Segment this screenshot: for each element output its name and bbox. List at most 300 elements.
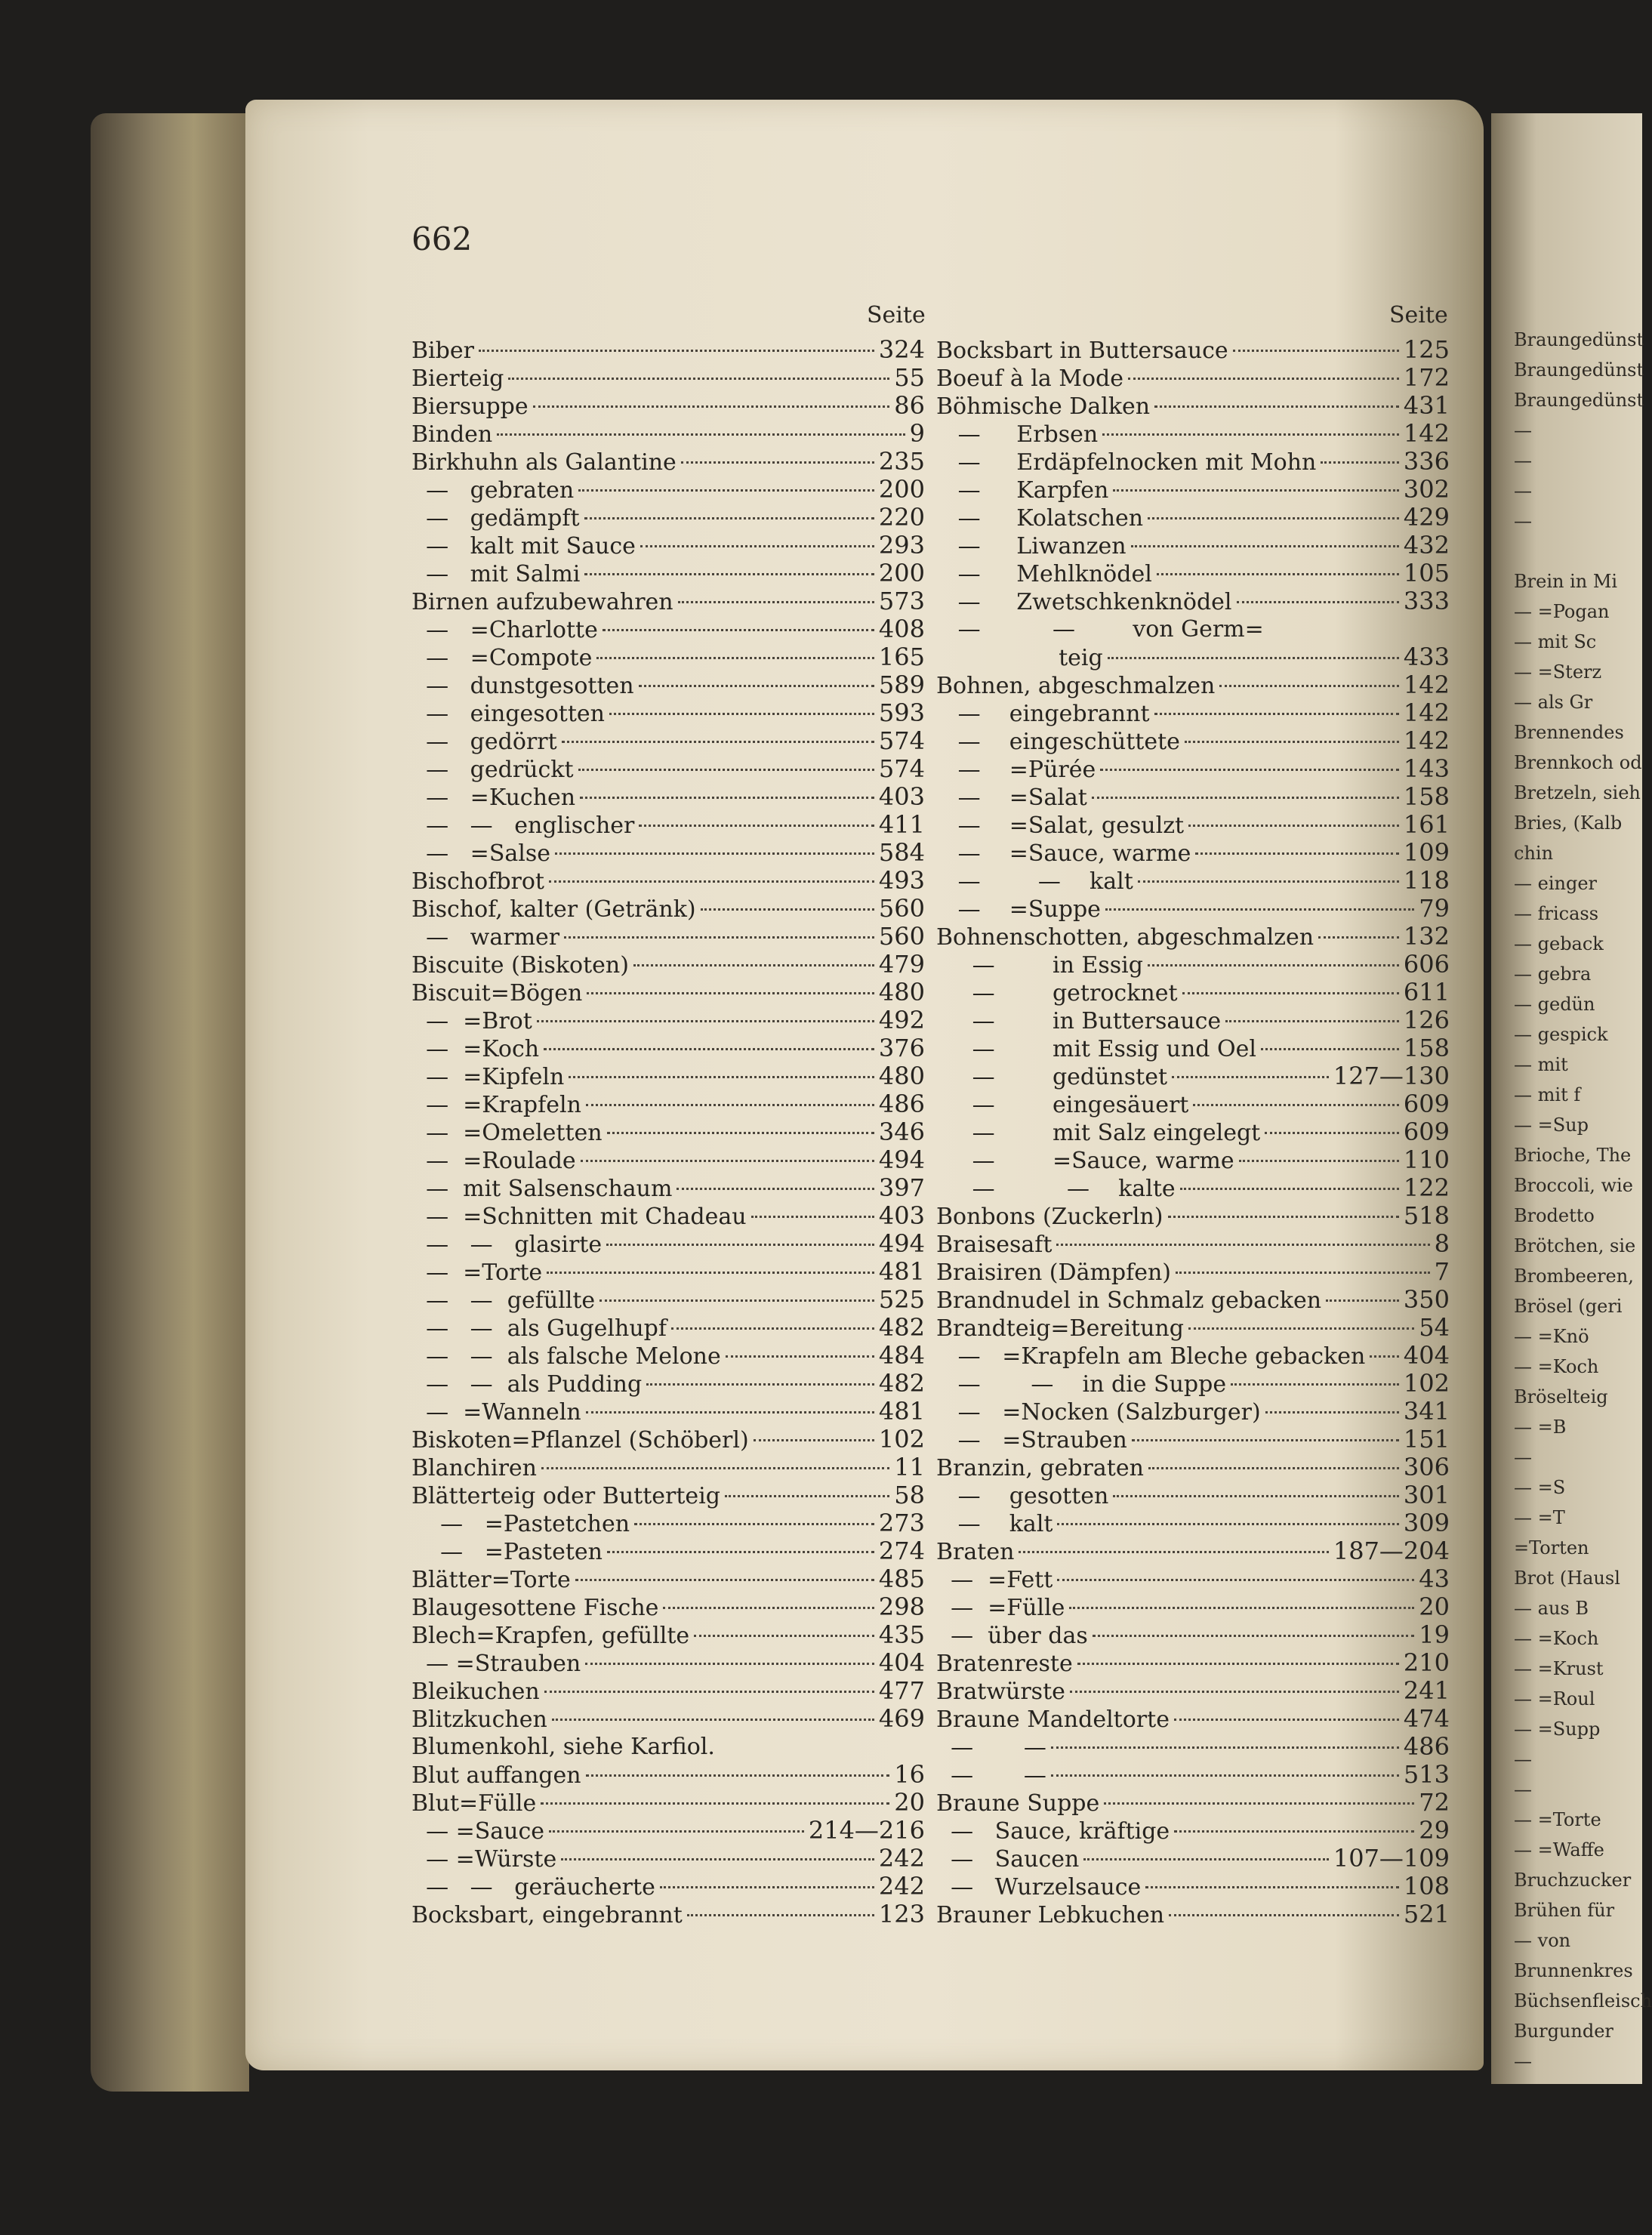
dot-leader (606, 1244, 874, 1246)
index-entry (411, 1537, 925, 1565)
dot-leader (681, 461, 874, 464)
entry-label: — =Sauce, warme (936, 1148, 1234, 1174)
dot-leader (479, 350, 874, 352)
index-entry (411, 839, 925, 867)
entry-page-number: 142 (1403, 726, 1450, 755)
facing-page-fragment: Broccoli, wie (1514, 1175, 1633, 1196)
entry-page-number: 187—204 (1333, 1537, 1450, 1565)
entry-label: — =Sauce, warme (936, 840, 1191, 867)
entry-page-number: 493 (878, 866, 925, 895)
entry-label: — — kalt (936, 868, 1133, 895)
index-entry (936, 811, 1450, 839)
dot-leader (584, 573, 874, 575)
dot-leader (1070, 1691, 1399, 1693)
index-entry (936, 1621, 1450, 1649)
entry-label: — — in die Suppe (936, 1371, 1227, 1398)
facing-page-fragment: — (1514, 1749, 1532, 1770)
dot-leader (1077, 1663, 1399, 1665)
entry-page-number: 560 (878, 894, 925, 923)
dot-leader (1154, 713, 1399, 715)
facing-page-fragment: Burgunder (1514, 2021, 1613, 2042)
entry-label: — =Strauben (411, 1651, 581, 1677)
entry-page-number: 142 (1403, 698, 1450, 727)
dot-leader (1265, 1132, 1399, 1134)
index-entry (936, 895, 1450, 923)
index-entry (411, 979, 925, 1007)
entry-label: Brauner Lebkuchen (936, 1902, 1165, 1928)
dot-leader (1176, 1272, 1430, 1274)
entry-page-number: 142 (1403, 419, 1450, 448)
dot-leader (599, 1299, 874, 1302)
dot-leader (1195, 852, 1399, 855)
facing-page-fragment: — =Sup (1514, 1114, 1589, 1136)
facing-page-fragment: — =Koch (1514, 1628, 1599, 1649)
facing-page-fragment: — von (1514, 1930, 1571, 1951)
entry-label: — =Torte (411, 1259, 543, 1286)
dot-leader (1193, 1104, 1399, 1106)
facing-page-fragment: — (1514, 1779, 1532, 1800)
entry-page-number: 404 (1403, 1341, 1450, 1370)
entry-label: Biber (411, 338, 474, 364)
facing-page-fragment: — mit f (1514, 1084, 1581, 1105)
facing-page-fragment: Brennendes (1514, 722, 1624, 743)
entry-label: — Karpfen (936, 477, 1109, 504)
entry-page-number: 72 (1419, 1788, 1450, 1817)
entry-page-number: 110 (1403, 1145, 1450, 1174)
facing-page-fragment: — gespick (1514, 1024, 1608, 1045)
entry-page-number: 376 (878, 1034, 925, 1062)
dot-leader (1100, 769, 1399, 771)
index-entry (411, 587, 925, 615)
entry-label: — =Compote (411, 645, 593, 671)
dot-leader (1182, 992, 1399, 994)
entry-label: — — als falsche Melone (411, 1343, 721, 1370)
dot-leader (607, 1132, 874, 1134)
entry-page-number: 9 (909, 419, 925, 448)
index-entry (936, 1649, 1450, 1677)
index-entry (411, 1901, 925, 1928)
index-entry (936, 867, 1450, 895)
facing-page-fragment: — gebra (1514, 963, 1592, 985)
dot-leader (569, 1076, 874, 1078)
entry-page-number: 122 (1403, 1173, 1450, 1202)
index-entry (936, 1062, 1450, 1090)
index-entry (936, 1565, 1450, 1593)
dot-leader (639, 685, 874, 687)
entry-label: — — als Gugelhupf (411, 1315, 667, 1342)
entry-label: — in Essig (936, 952, 1143, 979)
entry-label: — =Salse (411, 840, 550, 867)
dot-leader (586, 1411, 874, 1413)
dot-leader (726, 1355, 874, 1358)
dot-leader (1154, 405, 1399, 408)
facing-page-fragment: Brombeeren, (1514, 1265, 1634, 1287)
index-entry (411, 1007, 925, 1034)
entry-label: — warmer (411, 924, 560, 951)
facing-page-fragment: Bretzeln, sieh (1514, 782, 1641, 803)
dot-leader (1113, 1495, 1399, 1497)
index-entry (411, 1146, 925, 1174)
entry-label: Böhmische Dalken (936, 393, 1151, 420)
index-entry (936, 560, 1450, 587)
entry-page-number: 484 (878, 1341, 925, 1370)
entry-label: Braisiren (Dämpfen) (936, 1259, 1171, 1286)
facing-page-fragment: — =Roul (1514, 1688, 1595, 1709)
entry-page-number: 143 (1403, 754, 1450, 783)
entry-label: — gedünstet (936, 1064, 1168, 1090)
index-entry (411, 951, 925, 979)
index-entry (936, 1705, 1450, 1733)
index-entry (411, 1873, 925, 1901)
dot-leader (1326, 1299, 1399, 1302)
dot-leader (497, 433, 905, 436)
index-entry (411, 1705, 925, 1733)
entry-label: — getrocknet (936, 980, 1178, 1007)
dot-leader (1219, 685, 1399, 687)
dot-leader (544, 1691, 874, 1693)
entry-label: Brandnudel in Schmalz gebacken (936, 1287, 1322, 1314)
index-entry (936, 1789, 1450, 1817)
facing-page-fragment (1514, 536, 1627, 566)
entry-page-number: 273 (878, 1509, 925, 1537)
entry-page-number: 302 (1403, 475, 1450, 504)
index-entry (411, 532, 925, 560)
index-entry (936, 1146, 1450, 1174)
index-entry (411, 1817, 925, 1845)
facing-page-fragment: — (1514, 2051, 1532, 2072)
dot-leader (1172, 1076, 1329, 1078)
dot-leader (1239, 1160, 1399, 1162)
entry-label: — eingesäuert (936, 1092, 1189, 1118)
dot-leader (1188, 825, 1399, 827)
index-entry (411, 1761, 925, 1789)
entry-page-number: 132 (1403, 922, 1450, 951)
entry-page-number: 127—130 (1333, 1062, 1450, 1090)
index-entry (411, 560, 925, 587)
entry-label: — mit Salsenschaum (411, 1176, 673, 1202)
facing-page-fragment: — =Waffe (1514, 1839, 1604, 1860)
entry-page-number: 611 (1403, 978, 1450, 1007)
facing-page-fragment: Bries, (Kalb (1514, 812, 1623, 834)
dot-leader (1092, 797, 1399, 799)
dot-leader (1231, 1383, 1399, 1386)
index-entry (411, 1342, 925, 1370)
entry-page-number: 200 (878, 475, 925, 504)
entry-page-number: 609 (1403, 1090, 1450, 1118)
dot-leader (1104, 1802, 1414, 1805)
index-entry (936, 1761, 1450, 1789)
entry-label: Bocksbart in Buttersauce (936, 338, 1228, 364)
index-entry (411, 1733, 925, 1761)
dot-leader (1138, 880, 1399, 883)
dot-leader (677, 1188, 874, 1190)
entry-label: Blitzkuchen (411, 1706, 547, 1733)
entry-label: — =Krapfeln (411, 1092, 581, 1118)
entry-page-number: 7 (1434, 1257, 1450, 1286)
dot-leader (580, 797, 874, 799)
dot-leader (555, 852, 874, 855)
dot-leader (537, 1020, 874, 1022)
facing-page-fragment: — (1514, 480, 1532, 501)
index-entry (936, 951, 1450, 979)
index-entry (936, 1733, 1450, 1761)
entry-page-number: 105 (1403, 559, 1450, 587)
entry-label: — =Suppe (936, 896, 1101, 923)
index-entry (936, 1258, 1450, 1286)
entry-page-number: 242 (878, 1872, 925, 1901)
entry-page-number: 102 (878, 1425, 925, 1454)
entry-label: — eingesotten (411, 701, 605, 727)
entry-label: Bratenreste (936, 1651, 1073, 1677)
entry-label: — =Omeletten (411, 1120, 603, 1146)
entry-label: Blumenkohl, siehe Karfiol. (411, 1734, 715, 1760)
index-entry (936, 420, 1450, 448)
facing-page-fragment: — einger (1514, 873, 1598, 894)
entry-page-number: 151 (1403, 1425, 1450, 1454)
entry-label: Blätter=Torte (411, 1567, 571, 1593)
index-entry (411, 811, 925, 839)
entry-page-number: 403 (878, 1201, 925, 1230)
entry-page-number: 19 (1419, 1620, 1450, 1649)
index-entry (936, 448, 1450, 476)
index-entry (936, 671, 1450, 699)
entry-label: Brandteig=Bereitung (936, 1315, 1184, 1342)
entry-label: Biscuite (Biskoten) (411, 952, 629, 979)
dot-leader (581, 1160, 874, 1162)
entry-page-number: 433 (1403, 643, 1450, 671)
index-entry (411, 1565, 925, 1593)
index-entry (936, 1202, 1450, 1230)
entry-page-number: 293 (878, 531, 925, 560)
entry-page-number: 241 (1403, 1676, 1450, 1705)
entry-page-number: 298 (878, 1592, 925, 1621)
entry-label: — Sauce, kräftige (936, 1818, 1170, 1845)
dot-leader (1069, 1607, 1414, 1609)
dot-leader (1148, 517, 1399, 519)
entry-label: — — als Pudding (411, 1371, 643, 1398)
entry-page-number: 480 (878, 1062, 925, 1090)
entry-page-number: 125 (1403, 335, 1450, 364)
entry-page-number: 210 (1403, 1648, 1450, 1677)
entry-page-number: 609 (1403, 1118, 1450, 1146)
entry-label: Blanchiren (411, 1455, 537, 1481)
dot-leader (1113, 489, 1399, 492)
dot-leader (1083, 1858, 1329, 1860)
dot-leader (634, 1523, 874, 1525)
index-entry (936, 392, 1450, 420)
facing-page-fragment: — mit Sc (1514, 631, 1597, 652)
entry-page-number: 333 (1403, 587, 1450, 615)
index-entry (411, 1593, 925, 1621)
entry-page-number: 58 (894, 1481, 925, 1509)
entry-label: — Mehlknödel (936, 561, 1152, 587)
entry-page-number: 481 (878, 1257, 925, 1286)
dot-leader (578, 769, 874, 771)
dot-leader (1019, 1551, 1328, 1553)
left-column-header: Seite (867, 302, 926, 328)
entry-page-number: 118 (1403, 866, 1450, 895)
entry-page-number: 513 (1403, 1760, 1450, 1789)
entry-label: Bonbons (Zuckerln) (936, 1204, 1163, 1230)
dot-leader (1265, 1411, 1399, 1413)
entry-page-number: 102 (1403, 1369, 1450, 1398)
entry-label: — =Koch (411, 1036, 540, 1062)
dot-leader (1185, 741, 1399, 743)
index-entry (936, 1481, 1450, 1509)
entry-label: — gedämpft (411, 505, 580, 532)
index-entry (411, 1286, 925, 1314)
index-entry (411, 1090, 925, 1118)
dot-leader (1233, 350, 1399, 352)
entry-page-number: 481 (878, 1397, 925, 1426)
entry-label: — =Strauben (936, 1427, 1127, 1454)
dot-leader (584, 517, 874, 519)
entry-label: — gesotten (936, 1483, 1109, 1509)
entry-label: Biersuppe (411, 393, 529, 420)
entry-page-number: 301 (1403, 1481, 1450, 1509)
dot-leader (596, 657, 874, 659)
entry-page-number: 336 (1403, 447, 1450, 476)
entry-page-number: 8 (1434, 1229, 1450, 1258)
facing-page-fragment: Bruchzucker (1514, 1870, 1632, 1891)
entry-page-number: 126 (1403, 1006, 1450, 1034)
dot-leader (547, 1272, 874, 1274)
index-entry (936, 504, 1450, 532)
entry-label: — Liwanzen (936, 533, 1127, 560)
entry-label: — =Pasteten (411, 1539, 603, 1565)
index-entry (936, 1901, 1450, 1928)
entry-label: — =Sauce (411, 1818, 545, 1845)
entry-label: Bischofbrot (411, 868, 544, 895)
dot-leader (552, 1719, 874, 1721)
facing-page-fragment: — (1514, 510, 1532, 532)
index-entry (936, 1314, 1450, 1342)
entry-label: — gebraten (411, 477, 575, 504)
dot-leader (660, 1886, 874, 1888)
index-entry (411, 476, 925, 504)
index-entry (411, 448, 925, 476)
facing-page-fragment: — fricass (1514, 903, 1599, 924)
entry-label: — gedörrt (411, 729, 557, 755)
facing-page-fragment: Braungedünst (1514, 390, 1644, 411)
index-entry (936, 364, 1450, 392)
entry-page-number: 20 (894, 1788, 925, 1817)
index-entry (936, 1454, 1450, 1481)
facing-page-fragment: — als Gr (1514, 692, 1593, 713)
index-entry (411, 1202, 925, 1230)
entry-label: — kalt (936, 1511, 1053, 1537)
index-entry (411, 1649, 925, 1677)
entry-page-number: 123 (878, 1900, 925, 1928)
dot-leader (1188, 1327, 1414, 1330)
entry-page-number: 525 (878, 1285, 925, 1314)
dot-leader (1105, 908, 1414, 911)
dot-leader (562, 741, 874, 743)
entry-page-number: 432 (1403, 531, 1450, 560)
entry-label: — — (936, 1762, 1046, 1789)
facing-page-fragment: — =S (1514, 1477, 1566, 1498)
facing-page-fragments (1514, 325, 1652, 2076)
entry-label: Blech=Krapfen, gefüllte (411, 1623, 690, 1649)
index-entry (411, 615, 925, 643)
dot-leader (585, 1663, 874, 1665)
dot-leader (541, 1802, 889, 1805)
entry-page-number: 350 (1403, 1285, 1450, 1314)
dot-leader (586, 1104, 874, 1106)
entry-label: — Erdäpfelnocken mit Mohn (936, 449, 1317, 476)
index-entry (936, 1090, 1450, 1118)
dot-leader (508, 378, 889, 380)
dot-leader (1093, 1635, 1414, 1637)
entry-label: — Kolatschen (936, 505, 1144, 532)
entry-page-number: 16 (894, 1760, 925, 1789)
index-right-column (936, 336, 1450, 1928)
entry-page-number: 480 (878, 978, 925, 1007)
page-number: 662 (411, 220, 473, 257)
index-entry (936, 1817, 1450, 1845)
entry-label: — =Brot (411, 1008, 532, 1034)
dot-leader (1051, 1746, 1399, 1749)
facing-page-fragment: Braungedünst (1514, 329, 1644, 350)
entry-label: — =Würste (411, 1846, 557, 1873)
entry-label: — mit Essig und Oel (936, 1036, 1256, 1062)
facing-page-fragment: — (1514, 420, 1532, 441)
dot-leader (564, 936, 874, 939)
entry-label: — Saucen (936, 1846, 1080, 1873)
index-entry (936, 1426, 1450, 1454)
entry-page-number: 486 (1403, 1732, 1450, 1761)
entry-label: Blut=Fülle (411, 1790, 537, 1817)
entry-label: Biskoten=Pflanzel (Schöberl) (411, 1427, 749, 1454)
facing-page-fragment: Brennkoch od (1514, 752, 1642, 773)
dot-leader (663, 1607, 874, 1609)
index-entry (411, 1677, 925, 1705)
entry-label: Bleikuchen (411, 1679, 540, 1705)
entry-label: — — geräucherte (411, 1874, 655, 1901)
index-entry (411, 1230, 925, 1258)
entry-page-number: 200 (878, 559, 925, 587)
index-entry (411, 1118, 925, 1146)
entry-label: — =Kuchen (411, 785, 576, 811)
index-entry (936, 587, 1450, 615)
entry-label: — — englischer (411, 812, 635, 839)
dot-leader (687, 1914, 874, 1916)
dot-leader (671, 1327, 874, 1330)
entry-page-number: 54 (1419, 1313, 1450, 1342)
index-entry (936, 1845, 1450, 1873)
facing-page-fragment: — mit (1514, 1054, 1568, 1075)
entry-label: — =Salat, gesulzt (936, 812, 1185, 839)
index-entry (411, 420, 925, 448)
entry-label: teig (936, 645, 1103, 671)
entry-label: — — gefüllte (411, 1287, 596, 1314)
index-entry (411, 699, 925, 727)
entry-page-number: 492 (878, 1006, 925, 1034)
entry-label: Braune Mandeltorte (936, 1706, 1170, 1733)
dot-leader (1261, 1048, 1399, 1050)
entry-page-number: 494 (878, 1145, 925, 1174)
dot-leader (603, 629, 874, 631)
index-entry (936, 1007, 1450, 1034)
index-entry (411, 727, 925, 755)
entry-label: — — (936, 1734, 1046, 1761)
entry-page-number: 161 (1403, 810, 1450, 839)
index-entry (411, 1621, 925, 1649)
index-entry (411, 671, 925, 699)
facing-page-fragment: — =Torte (1514, 1809, 1601, 1830)
entry-label: — =Salat (936, 785, 1087, 811)
index-entry (936, 1873, 1450, 1901)
